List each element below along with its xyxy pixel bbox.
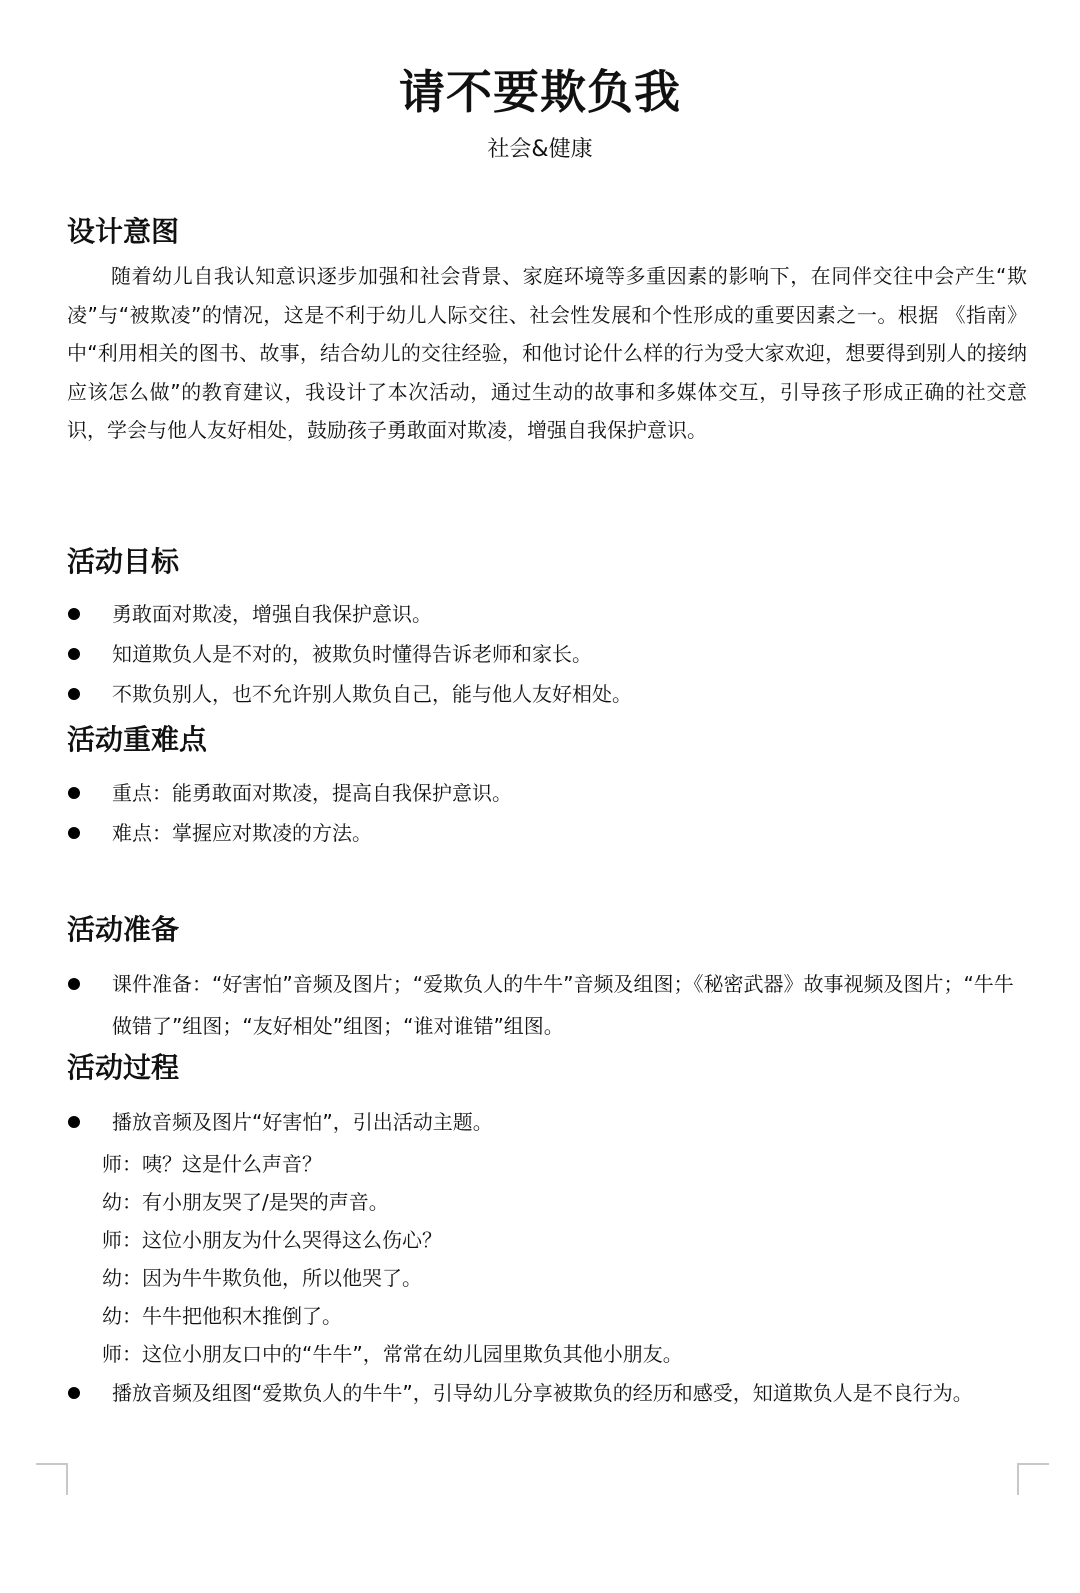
bullet-icon [68,827,80,839]
process-step-item [67,1102,1027,1142]
preparation-item [67,963,1027,1047]
preparation-text: 课件准备：“好害怕”音频及图片；“爱欺负人的牛牛”音频及组图；《秘密武器》故事视频及图片；“牛牛做错了”组图；“友好相处”组图；“谁对谁错”组图。 [112,972,1014,1038]
process-step-text: 播放音频及图片“好害怕”，引出活动主题。 [112,1110,493,1134]
page-corner-mark-right [1017,1463,1049,1495]
page-corner-mark-left [36,1463,68,1495]
bullet-icon [68,608,80,620]
heading-design-intent: 设计意图 [67,215,180,248]
key-point-text: 重点：能勇敢面对欺凌，提高自我保护意识。 [112,781,512,805]
process-step-list [67,1102,1027,1142]
key-point-text: 难点：掌握应对欺凌的方法。 [112,821,372,845]
document-subtitle: 社会&健康 [487,137,593,162]
goal-item [67,594,1027,634]
design-intent-paragraph: 随着幼儿自我认知意识逐步加强和社会背景、家庭环境等多重因素的影响下，在同伴交往中会产生“欺凌”与“被欺凌”的情况，这是不利于幼儿人际交往、社会性发展和个性形成的重要因素之一。根据 《指南》中“利用相关的图书、故事，结合幼儿的交往经验，和他讨论什么样的行为受大家欢迎，想要得到别人的接纳应该怎么做”的教育建议，我设计了本次活动，通过生动的故事和多媒体交互，引导孩子形成正确的社交意识，学会与他人友好相处，鼓励孩子勇敢面对欺凌，增强自我保护意识。 [67,264,1027,443]
goal-item [67,674,1027,714]
bullet-icon [68,978,80,990]
heading-preparation: 活动准备 [67,913,180,946]
process-step-text: 播放音频及组图“爱欺负人的牛牛”，引导幼儿分享被欺负的经历和感受，知道欺负人是不良行为。 [112,1381,973,1405]
bullet-icon [68,1116,80,1128]
goal-text: 勇敢面对欺凌，增强自我保护意识。 [112,602,432,626]
preparation-list [67,963,1027,1047]
goals-list [67,594,1027,714]
document-title: 请不要欺负我 [399,65,681,119]
process-step-list-2 [67,1373,1027,1413]
goal-item [67,634,1027,674]
heading-process: 活动过程 [67,1051,180,1084]
goal-text: 不欺负别人，也不允许别人欺负自己，能与他人友好相处。 [112,682,632,706]
dialog-line: 师：这位小朋友口中的“牛牛”，常常在幼儿园里欺负其他小朋友。 [102,1342,683,1366]
key-point-item [67,813,1027,853]
bullet-icon [68,648,80,660]
process-step-item [67,1373,1027,1413]
dialog-list [102,1145,1002,1373]
dialog-line: 师：咦？这是什么声音？ [102,1152,322,1176]
heading-key-points: 活动重难点 [67,723,208,756]
dialog-line: 幼：因为牛牛欺负他，所以他哭了。 [102,1266,422,1290]
key-points-list [67,773,1027,853]
dialog-line: 幼：有小朋友哭了/是哭的声音。 [102,1190,389,1214]
bullet-icon [68,688,80,700]
heading-goals: 活动目标 [67,545,180,578]
bullet-icon [68,787,80,799]
goal-text: 知道欺负人是不对的，被欺负时懂得告诉老师和家长。 [112,642,592,666]
dialog-line: 幼：牛牛把他积木推倒了。 [102,1304,342,1328]
key-point-item [67,773,1027,813]
dialog-line: 师：这位小朋友为什么哭得这么伤心？ [102,1228,442,1252]
bullet-icon [68,1387,80,1399]
